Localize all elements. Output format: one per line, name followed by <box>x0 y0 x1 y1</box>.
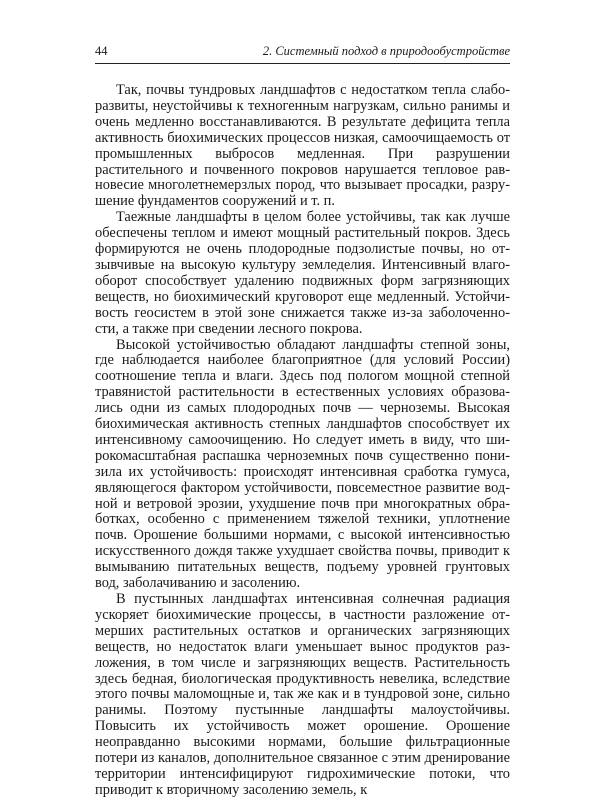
paragraph-taiga: Таежные ландшафты в целом более устойчивы, так как лучше обеспечены теплом и имеют мощный растительный покров. Здесь формируются не очень плодородные подзолистые почвы, но отзывчивые на высокую культуру земледелия. Интенсивный влагооборот способствует удалению подвижных форм загрязняющих веществ, но биохимический круговорот еще медленный. Устойчивость геосистем в этой зоне снижается также из-за заболоченности, а также при сведении лесного покрова. <box>95 209 510 337</box>
page-number: 44 <box>95 44 108 58</box>
chapter-title: 2. Системный подход в природообустройстве <box>262 44 510 58</box>
paragraph-desert: В пустынных ландшафтах интенсивная солнечная радиация ускоряет биохимические процессы, в частности разложение отмерших растительных остатков и органических загрязняющих веществ, но недостаток влаги уменьшает вынос продуктов разложения, в том числе и загрязняющих веществ. Растительность здесь бедная, биологическая продуктивность невелика, вследствие этого почвы маломощные и, так же как и в тундровой зоне, сильно ранимы. Поэтому пустынные ландшафты малоустойчивы. Повысить их устойчивость может орошение. Орошение неоправданно высокими нормами, большие фильтрационные потери из каналов, дополнительное связанное с этим дренирование территории интенсифицируют гидрохимические потоки, что приводит к вторичному засолению земель, к <box>95 591 510 798</box>
running-header <box>95 44 510 64</box>
body-text <box>95 83 510 799</box>
paragraph-tundra: Так, почвы тундровых ландшафтов с недостатком тепла слаборазвиты, неустойчивы к техногенным нагрузкам, сильно ранимы и очень медленно восстанавливаются. В результате дефицита тепла активность биохимических процессов низкая, самоочищаемость от промышленных выбросов медленная. При разрушении растительного и почвенного покровов нарушается тепловое равновесие многолетнемерзлых пород, что вызывает просадки, разрушение фундаментов сооружений и т. п. <box>95 82 510 210</box>
paragraph-steppe: Высокой устойчивостью обладают ландшафты степной зоны, где наблюдается наиболее благоприятное (для условий России) соотношение тепла и влаги. Здесь под пологом мощной степной травянистой растительности в естественных условиях образовались одни из самых плодородных почв — черноземы. Высокая биохимическая активность степных ландшафтов способствует их интенсивному самоочищению. Но следует иметь в виду, что широкомасштабная распашка черноземных почв существенно понизила их устойчивость: происходят интенсивная сработка гумуса, являющегося фактором устойчивости, повсеместное развитие водной и ветровой эрозии, ухудшение почв при многократных обработках, особенно с применением тяжелой техники, уплотнение почв. Орошение большими нормами, с высокой интенсивностью искусственного дождя также ухудшает свойства почвы, приводит к вымыванию питательных веществ, подъему уровней грунтовых вод, заболачиванию и засолению. <box>95 336 510 592</box>
